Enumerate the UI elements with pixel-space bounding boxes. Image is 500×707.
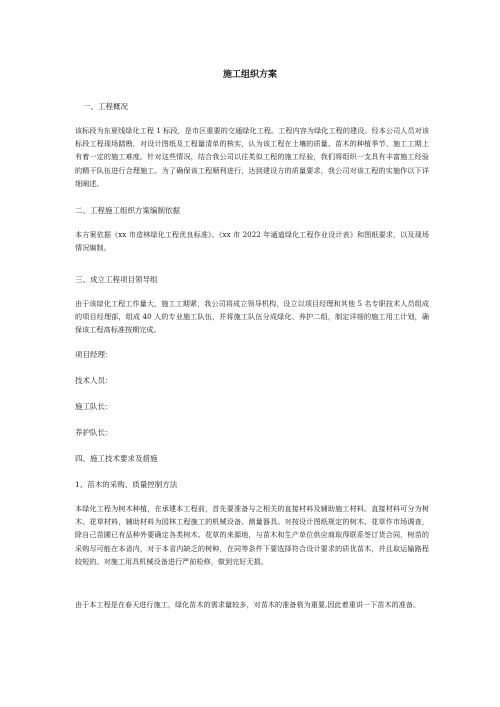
subsection-heading-4-1: 1、苗木的采购、质量控制方法 — [75, 480, 178, 489]
section-paragraph-1: 该标段为东夏线绿化工程 1 标段，是市区重要的交通绿化工程。工程内容为绿化工程的建设。经本公司人员对该标段工程现场踏勘，对设计图纸及工程量清单的核实，认为该工程在土壤的质量、苗木的种植季节、施工工期上有着一定的施工难度。针对这些情况，结合我公司以往类似工程的施工经验，我们将组织一支具有丰富施工经验的精干队伍进行合理施工。为了确保该工程顺利进行，达到建设方的质量要求，我公司对该工程的实施作以下详细阐述。 — [75, 126, 429, 188]
section-paragraph-4-1: 本绿化工程为树木种植，在承建本工程前，首先要准备与之相关的直接材料及辅助施工材料。直接材料可分为树木、花草材料，辅助材料为园林工程施工的机械设备、测量器具。对按设计图纸规定的树木、花草作市场调查，除自己苗圃已有品种外要确定各类树木、花草的来源地，与苗木和生产单位供应商取得联系签订货合同，树苗的采购尽可能在本省内，对于本省内缺乏的树种，在同等条件下要选择符合设计要求的质优苗木，并且取运输路程较短的。对施工用具机械设备进行严前检修，做到完好无损。 — [75, 504, 429, 566]
section-heading-2: 二、工程施工组织方案编制依据 — [75, 206, 180, 215]
role-technical-staff: 技术人员： — [75, 376, 113, 385]
section-paragraph-4-2: 由于本工程是在春天进行施工，绿化苗木的需求量较多，对苗木的准备极为重要,因此着重讲一下苗木的准备。 — [75, 600, 421, 609]
section-paragraph-2: 本方案依据《xx 市造林绿化工程优良标准》、《xx 市 2022 年通道绿化工程作业设计表》和图纸要求，以及现场情况编制。 — [75, 230, 429, 253]
section-paragraph-3: 由于该绿化工程工作量大，施工工期紧，我公司将成立领导机构，设立以项目经理和其他 5 名专职技术人员组成的项目经理部，组成 40 人的专业施工队伍，并将施工队伍分成绿化、养护二组，制定详细的施工用工计划，确保该工程高标准按期完成。 — [75, 299, 429, 335]
document-title: 施工组织方案 — [222, 70, 277, 80]
section-heading-4: 四、施工技术要求及措施 — [75, 454, 158, 463]
role-maintenance-captain: 养护队长： — [75, 428, 113, 437]
role-project-manager: 项目经理： — [75, 350, 113, 359]
role-construction-captain: 施工队长： — [75, 402, 113, 411]
section-heading-1: 一、工程概况 — [83, 102, 128, 111]
section-heading-3: 三、成立工程项目领导组 — [75, 275, 158, 284]
